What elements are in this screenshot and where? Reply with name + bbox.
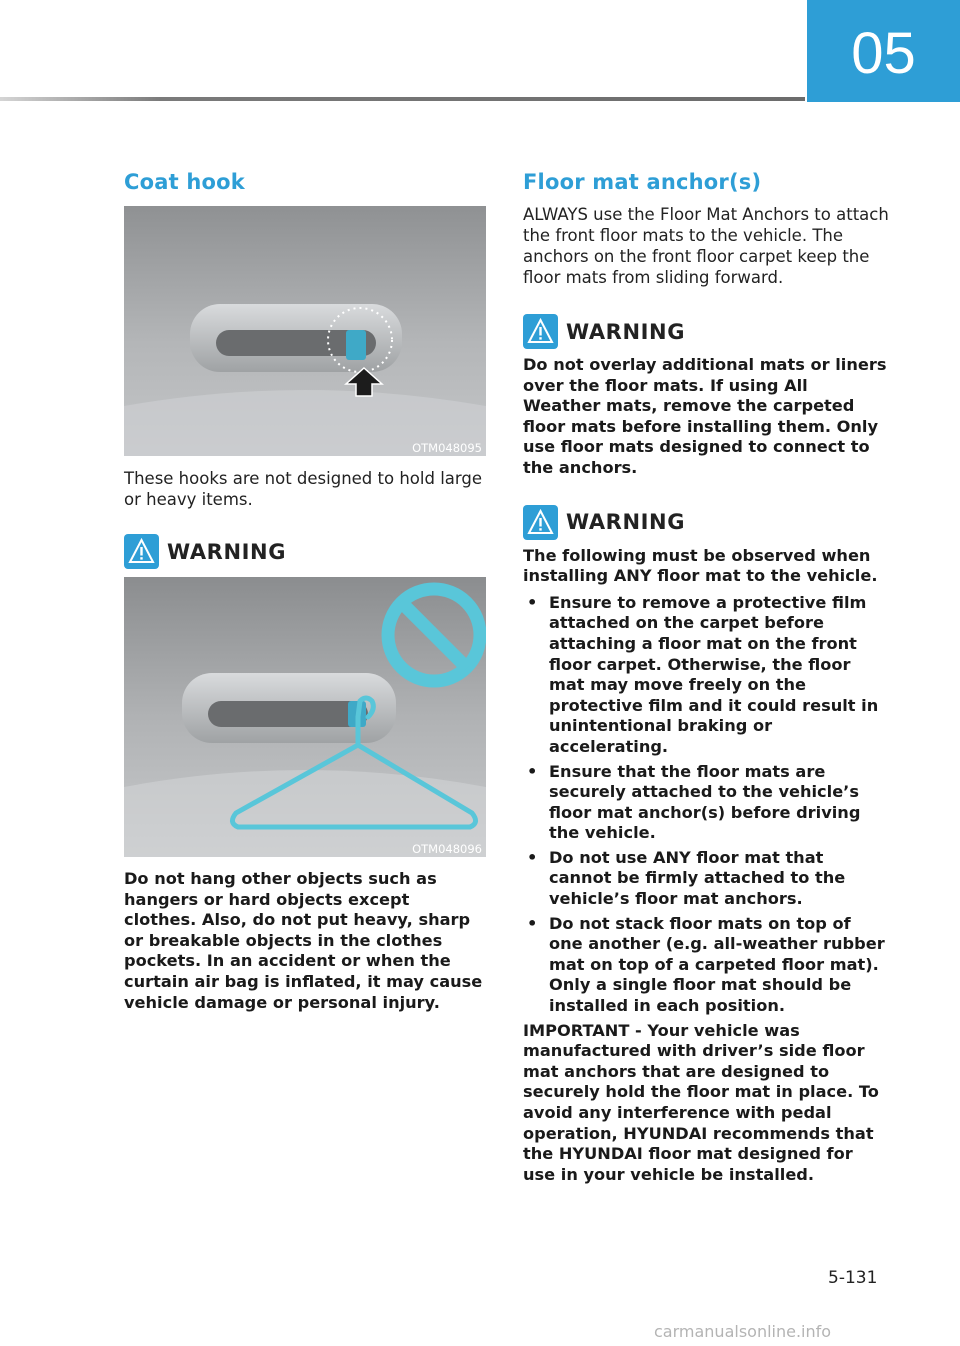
watermark: carmanualsonline.info (654, 1322, 832, 1341)
page-number: 5-131 (828, 1268, 878, 1288)
header-rule (0, 97, 805, 101)
coat-hook-warning-text: Do not hang other objects such as hangers or hard objects except clothes. Also, do not put heavy, sharp or breakable objects in the clothes pockets. In an accident or when the curtain air bag is inflated, it may cause vehicle damage or personal injury. (124, 869, 483, 1012)
right-column (523, 170, 889, 1185)
floor-mat-warning2-head (523, 505, 889, 540)
warning-triangle-icon (523, 505, 558, 540)
figure1-code: OTM048095 (412, 441, 482, 455)
list-item: • Do not stack floor mats on top of one another (e.g. all-weather rubber mat on top of a carpeted floor mat). Only a single floor mat should be installed in each position. (523, 914, 889, 1017)
floor-mat-warning1-head (523, 314, 889, 349)
floor-mat-warning2-intro: The following must be observed when installing ANY floor mat to the vehicle. (523, 545, 878, 586)
warning-label: WARNING (167, 539, 287, 564)
hanger-prohibited-figure (124, 577, 486, 857)
warning-triangle-icon (124, 534, 159, 569)
coat-hook-title: Coat hook (124, 170, 245, 194)
floor-mat-title: Floor mat anchor(s) (523, 170, 762, 194)
hanger-illustration (124, 577, 486, 857)
warning-label: WARNING (566, 510, 686, 535)
coat-hook-illustration (124, 206, 486, 456)
coat-hook-figure (124, 206, 486, 456)
left-column (124, 170, 486, 1013)
floor-mat-warning1-text: Do not overlay additional mats or liners over the floor mats. If using All Weather mats, remove the carpeted floor mats before installing them. Only use floor mats designed to connect to the anchors. (523, 355, 887, 477)
coat-hook-intro: These hooks are not designed to hold large or heavy items. (124, 469, 483, 509)
floor-mat-important: IMPORTANT - Your vehicle was manufactured with driver’s side floor mat anchors that are designed to securely hold the floor mat in place. To avoid any interference with pedal operation, HYUNDAI recommends that the HYUNDAI floor mat designed for use in your vehicle be installed. (523, 1020, 879, 1184)
list-item: • Ensure that the floor mats are securely attached to the vehicle’s floor mat anchor(s) before driving the vehicle. (523, 762, 889, 844)
warning-label: WARNING (566, 319, 686, 344)
list-item: • Ensure to remove a protective film attached on the carpet before attaching a floor mat on the front floor carpet. Otherwise, the floor mat may move freely on the protective film and it could result in unintentional braking or accelerating. (523, 593, 889, 758)
chapter-tab: 05 (807, 0, 960, 102)
list-item: • Do not use ANY floor mat that cannot be firmly attached to the vehicle’s floor mat anchors. (523, 848, 889, 910)
floor-mat-intro: ALWAYS use the Floor Mat Anchors to attach the front floor mats to the vehicle. The anchors on the front floor carpet keep the floor mats from sliding forward. (523, 205, 889, 287)
warning-triangle-icon (523, 314, 558, 349)
figure2-code: OTM048096 (412, 842, 482, 856)
coat-hook-warning-head (124, 534, 486, 569)
floor-mat-warning-list (523, 593, 889, 1017)
